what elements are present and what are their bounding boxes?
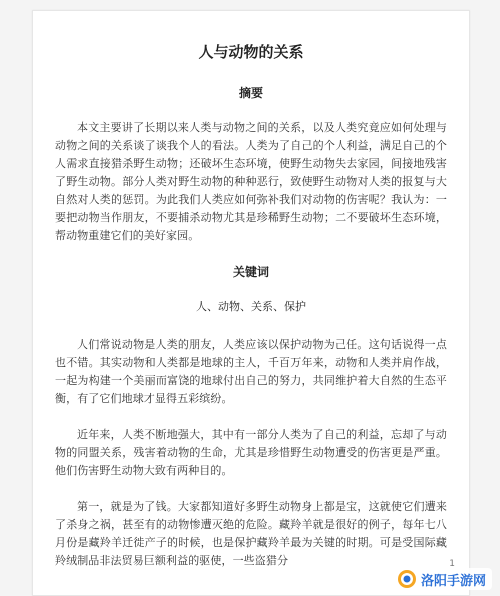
- page-number: 1: [449, 559, 455, 569]
- document-page: [32, 10, 470, 596]
- abstract-heading: 摘要: [55, 84, 447, 101]
- document-title: 人与动物的关系: [55, 41, 447, 62]
- keywords-text: 人、动物、关系、保护: [55, 298, 447, 314]
- document-content: [55, 41, 447, 588]
- watermark-text: 洛阳手游网: [421, 570, 486, 589]
- site-watermark: [395, 568, 492, 590]
- body-paragraph-2: 近年来，人类不断地强大，其中有一部分人类为了自己的利益，忘却了与动物的同盟关系，残害着动物的生命，尤其是珍惜野生动物遭受的伤害更是严重。他们伤害野生动物大致有两种目的。: [55, 426, 447, 480]
- keywords-heading: 关键词: [55, 263, 447, 280]
- abstract-paragraph: 本文主要讲了长期以来人类与动物之间的关系，以及人类究竟应如何处理与动物之间的关系谈了谈我个人的看法。人类为了自己的个人利益，满足自己的个人需求直接猎杀野生动物；还破坏生态环境，使野生动物失去家园，间接地残害了野生动物。部分人类对野生动物的种种恶行，致使野生动物对人类的报复与大自然对人类的惩罚。为此我们人类应如何弥补我们对动物的伤害呢？我认为：一要把动物当作朋友，不要捕杀动物尤其是珍稀野生动物；二不要破坏生态环境，帮动物重建它们的美好家园。: [55, 119, 447, 245]
- body-paragraph-3: 第一，就是为了钱。大家都知道好多野生动物身上都是宝，这就使它们遭来了杀身之祸，甚至有的动物惨遭灭绝的危险。藏羚羊就是很好的例子，每年七八月份是藏羚羊迁徙产子的时候，也是保护藏羚羊最为关键的时期。可是受国际藏羚绒制品非法贸易巨额利益的驱使，一些盗猎分: [55, 498, 447, 570]
- site-logo-icon: [397, 569, 417, 589]
- body-paragraph-1: 人们常说动物是人类的朋友，人类应该以保护动物为己任。这句话说得一点也不错。其实动物和人类都是地球的主人，千百万年来，动物和人类并肩作战，一起为构建一个美丽而富饶的地球付出自己的努力，共同维护着大自然的生态平衡，有了它们地球才显得五彩缤纷。: [55, 336, 447, 408]
